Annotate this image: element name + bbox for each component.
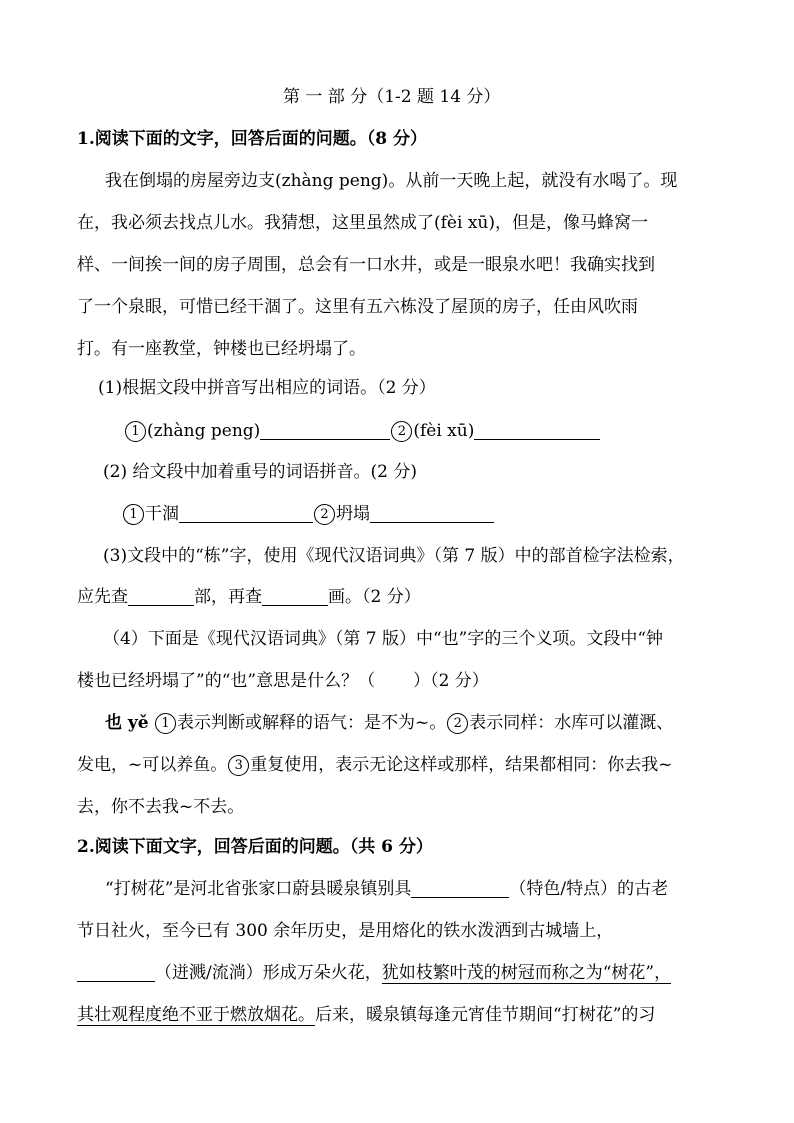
sense-text: 发电，~可以养鱼。 bbox=[77, 755, 228, 775]
underlined-sentence: 其壮观程度绝不亚于燃放烟花。 bbox=[77, 1005, 315, 1025]
sub-question-2-answers bbox=[122, 502, 494, 526]
text-segment: （迸溅/流淌）形成万朵火花， bbox=[155, 963, 382, 983]
q2-passage-line3 bbox=[77, 961, 671, 985]
answer-blank[interactable] bbox=[262, 587, 328, 606]
q2-passage-line1 bbox=[105, 877, 668, 901]
circled-number: 2 bbox=[314, 504, 335, 525]
pinyin-item: (fèi xū) bbox=[413, 421, 475, 441]
text-segment: ）（2 分） bbox=[413, 671, 489, 691]
question-2-heading: 2.阅读下面文字，回答后面的问题。（共 6 分） bbox=[77, 837, 433, 857]
passage-line: 了一个泉眼，可惜已经干涸了。这里有五六栋没了屋顶的房子，任由风吹雨 bbox=[77, 297, 638, 317]
underlined-sentence: 犹如枝繁叶茂的树冠而称之为“树花”， bbox=[381, 963, 672, 983]
text-segment: “打树花”是河北省张家口蔚县暖泉镇别具 bbox=[105, 879, 412, 899]
circled-number: 2 bbox=[391, 421, 412, 442]
circled-number: 1 bbox=[155, 713, 176, 734]
passage-line: 在，我必须去找点儿水。我猜想，这里虽然成了(fèi xū)，但是，像马蜂窝一 bbox=[77, 213, 648, 233]
sense-text: 表示判断或解释的语气：是不为~。 bbox=[177, 713, 447, 733]
question-1-heading: 1.阅读下面的文字，回答后面的问题。（8 分） bbox=[77, 129, 427, 149]
text-segment: 楼也已经坍塌了”的“也”意思是什么？（ bbox=[77, 671, 376, 691]
text-segment: 应先查 bbox=[77, 587, 128, 607]
sense-text: 表示同样：水库可以灌溉、 bbox=[469, 713, 674, 733]
answer-blank[interactable] bbox=[474, 421, 600, 440]
pinyin-item: (zhàng peng) bbox=[147, 421, 261, 441]
word-item: 坍塌 bbox=[336, 504, 370, 524]
passage-line: 打。有一座教堂，钟楼也已经坍塌了。 bbox=[77, 339, 366, 359]
sub-question-4-line1: （4）下面是《现代汉语词典》（第 7 版）中“也”字的三个义项。文段中“钟 bbox=[103, 629, 664, 649]
answer-blank[interactable] bbox=[77, 963, 155, 982]
text-segment: 部，再查 bbox=[194, 587, 262, 607]
sense-text: 重复使用，表示无论这样或那样，结果都相同：你去我~ bbox=[250, 755, 673, 775]
dictionary-headword: 也 yě bbox=[105, 713, 149, 733]
answer-blank[interactable] bbox=[260, 421, 390, 440]
circled-number: 1 bbox=[123, 504, 144, 525]
text-segment: （特色/特点）的古老 bbox=[509, 879, 669, 899]
sub-question-3-line2 bbox=[77, 585, 421, 609]
answer-blank[interactable] bbox=[128, 587, 194, 606]
passage-line: 样、一间挨一间的房子周围，总会有一口水井，或是一眼泉水吧！我确实找到 bbox=[77, 255, 655, 275]
passage-line: 我在倒塌的房屋旁边支(zhàng peng)。从前一天晚上起，就没有水喝了。现 bbox=[105, 171, 678, 191]
sub-question-1-prompt: (1)根据文段中拼音写出相应的词语。（2 分） bbox=[98, 378, 436, 398]
text-segment: 后来，暖泉镇每逢元宵佳节期间“打树花”的习 bbox=[315, 1005, 656, 1025]
sub-question-1-answers bbox=[124, 419, 600, 443]
sub-question-2-prompt: (2) 给文段中加着重号的词语拼音。(2 分) bbox=[103, 462, 417, 482]
dictionary-entry-line3: 去，你不去我~不去。 bbox=[77, 797, 245, 817]
sub-question-4-line2 bbox=[77, 669, 489, 693]
circled-number: 1 bbox=[125, 421, 146, 442]
answer-blank[interactable] bbox=[411, 879, 509, 898]
section-title: 第 一 部 分（1-2 题 14 分） bbox=[283, 87, 501, 107]
sub-question-3-line1: (3)文段中的“栋”字，使用《现代汉语词典》（第 7 版）中的部首检字法检索， bbox=[103, 546, 685, 566]
word-item: 干涸 bbox=[145, 504, 179, 524]
text-segment: 画。（2 分） bbox=[328, 587, 421, 607]
answer-blank[interactable] bbox=[179, 504, 313, 523]
answer-blank[interactable] bbox=[370, 504, 494, 523]
circled-number: 2 bbox=[447, 713, 468, 734]
dictionary-entry-line1 bbox=[105, 711, 673, 735]
q2-passage-line2: 节日社火，至今已有 300 余年历史，是用熔化的铁水泼洒到古城墙上， bbox=[77, 921, 614, 941]
dictionary-entry-line2 bbox=[77, 753, 673, 777]
circled-number: 3 bbox=[228, 755, 249, 776]
q2-passage-line4 bbox=[77, 1003, 655, 1027]
